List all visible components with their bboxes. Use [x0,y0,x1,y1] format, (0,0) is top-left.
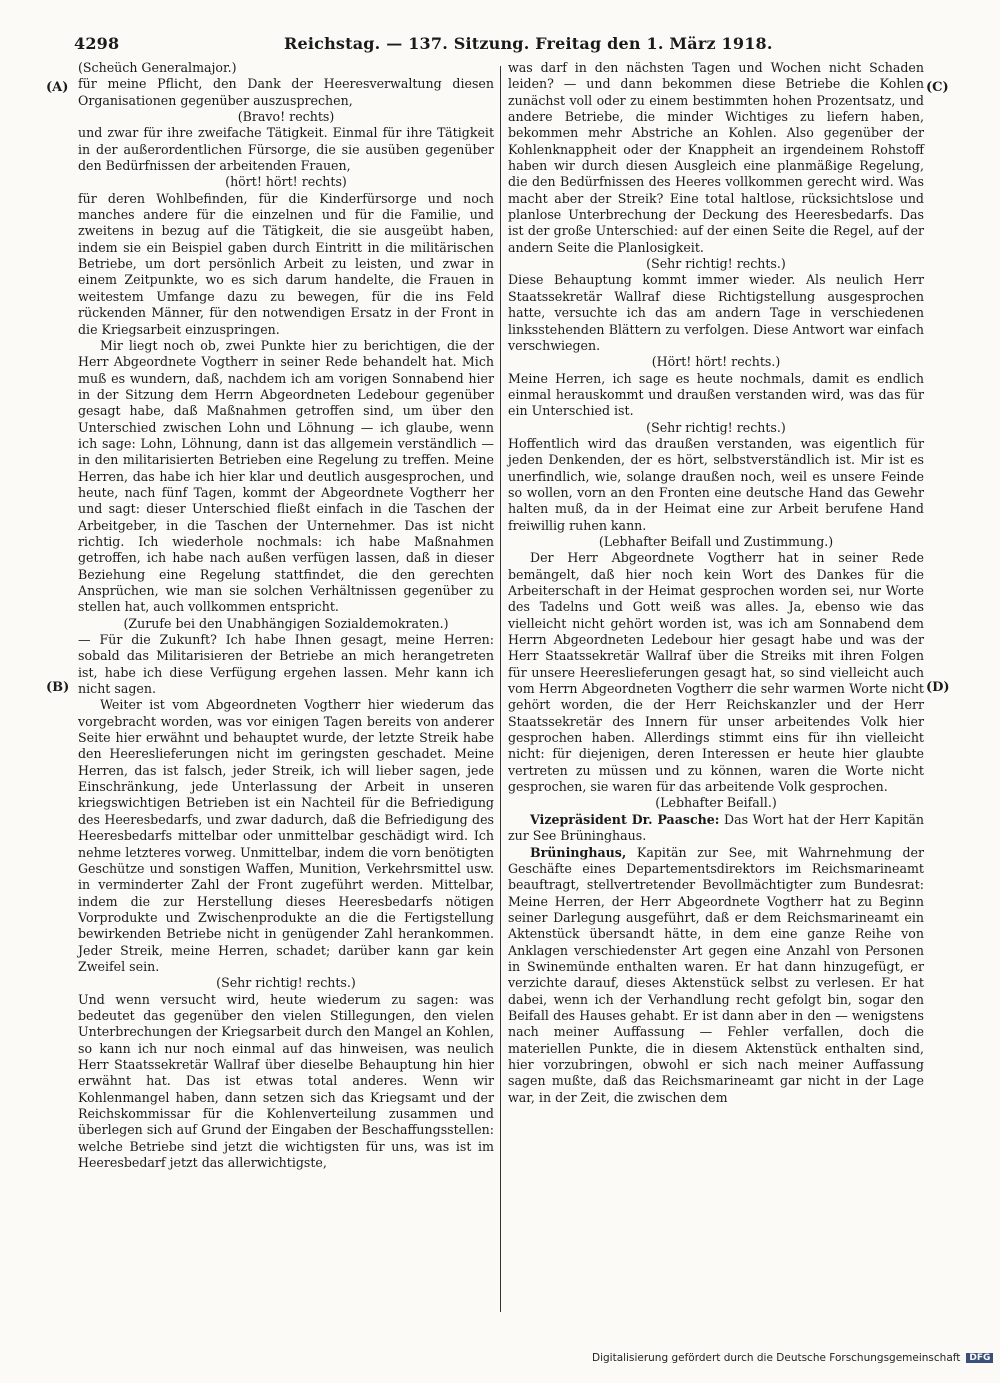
paragraph: Und wenn versucht wird, heute wiederum zu sagen: was bedeutet das gegenüber den vielen Stillegungen, den vielen Unterbrechungen der Kriegsarbeit durch den Mangel an Kohlen, so kann ich nur noch einmal auf das hinweisen, was neulich Herr Staatssekretär Wallraf über dieselbe Behauptung hin hier erwähnt hat. Das ist etwas total anderes. Wenn wir Kohlenmangel haben, dann setzen sich das Kriegsamt und der Reichskommissar für die Kohlenverteilung zusammen und überlegen sich auf Grund der Eingaben der Beschaffungsstellen: welche Betriebe sind jetzt die wichtigsten für uns, was ist im Heeresbedarf jetzt das allerwichtigste, [78,991,494,1171]
page-number: 4298 [74,34,120,53]
margin-marker-d: (D) [926,680,950,695]
running-title: Reichstag. — 137. Sitzung. Freitag den 1. März 1918. [284,34,773,53]
margin-marker-b: (B) [46,680,70,695]
paragraph: für deren Wohlbefinden, für die Kinderfürsorge und noch manches andere für die einzelnen und für die Familie, und zweitens in bezug auf die Tätigkeit, die sie ausgeübt haben, indem sie ein Beispiel gaben durch Eintritt in die militärischen Betriebe, um dort persönlich Arbeit zu leisten, und zwar in einem Zeitpunkte, wo es sich darum handelte, die Frauen in weitestem Umfange dazu zu bewegen, für die ins Feld rückenden Männer, für den notwendigen Ersatz in der Front in die Kriegsarbeit einzuspringen. [78,190,494,337]
interjection: (Sehr richtig! rechts.) [216,975,356,991]
speaker-paragraph [508,845,924,1107]
paragraph: Der Herr Abgeordnete Vogtherr hat in seiner Rede bemängelt, daß hier noch kein Wort des Dankes für die Arbeiterschaft in der Heimat gesprochen worden sei, nur Worte des Tadelns und Gott weiß was alles. Ja, ebenso wie das vielleicht nicht gehört worden ist, was ich am Sonnabend dem Herrn Abgeordneten Ledebour hier gesagt habe und was der Herr Staatssekretär Wallraf über die Streiks mit ihren Folgen für unsere Heereslieferungen gesagt hat, so sind vielleicht auch vom Herrn Abgeordneten Vogtherr die sehr warmen Worte nicht gehört worden, die der Herr Reichskanzler und der Herr Staatssekretär des Innern für unser arbeitendes Volk hier gesprochen haben. Allerdings stimmt eins für ihn vielleicht nicht: für diejenigen, deren Interessen er heute hier glaubte vertreten zu müssen und zu können, waren die Worte nicht gesprochen, sie waren für das arbeitende Volk gesprochen. [508,550,924,795]
interjection: (Bravo! rechts) [237,109,335,125]
column-divider [500,66,501,1312]
speaker-line: (Scheüch Generalmajor.) [78,60,237,75]
interjection: (hört! hört! rechts) [225,174,347,190]
paragraph: Weiter ist vom Abgeordneten Vogtherr hier wiederum das vorgebracht worden, was vor einigen Tagen bereits von anderer Seite hier erwähnt und behauptet wurde, der letzte Streik habe den Heereslieferungen nicht im geringsten geschadet. Meine Herren, das ist falsch, jeder Streik, ich will lieber sagen, jede Einschränkung, jede Unterlassung der Arbeit in unseren kriegswichtigen Betrieben ist ein Nachteil für die Befriedigung des Heeresbedarfs, und zwar dadurch, daß die Befriedigung des Heeresbedarfs mittelbar oder unmittelbar geschädigt wird. Ich nehme letzteres vorweg. Unmittelbar, indem die vorn benötigten Geschütze und sonstigen Waffen, Munition, Verkehrsmittel usw. in verminderter Zahl der Front zugeführt werden. Mittelbar, indem die zur Herstellung dieses Heeresbedarfs nötigen Vorprodukte und Zwischenprodukte an die die Fertigstellung bewirkenden Betriebe nicht in genügender Zahl herankommen. Jeder Streik, meine Herren, schadet; darüber kann gar kein Zweifel sein. [78,697,494,974]
interjection: (Hört! hört! rechts.) [651,354,781,370]
left-column [78,60,494,1171]
dfg-logo: DFG [966,1353,993,1363]
paragraph: Diese Behauptung kommt immer wieder. Als neulich Herr Staatssekretär Wallraf diese Richtigstellung ausgesprochen hatte, versuchte ich das am andern Tage in verschiedenen linksstehenden Blättern zu verfolgen. Diese Antwort war einfach verschwiegen. [508,272,924,353]
interjection: (Lebhafter Beifall und Zustimmung.) [598,533,834,549]
paragraph: was darf in den nächsten Tagen und Wochen nicht Schaden leiden? — und dann bekommen diese Betriebe die Kohlen zunächst voll oder zu einem bestimmten hohen Prozentsatz, und andere Betriebe, die minder Wichtiges zu liefern haben, bekommen mehr Abstriche an Kohlen. Also gegenüber der Kohlenknappheit oder der Knappheit an irgendeinem Rohstoff haben wir durch diesen Ausgleich eine planmäßige Regelung, die den Bedürfnissen des Heeres vollkommen gerecht wird. Was macht aber der Streik? Eine total haltlose, rücksichtslose und planlose Unterbrechung der Deckung des Heeresbedarfs. Das ist der große Unterschied: auf der einen Seite die Regel, auf der andern Seite die Planlosigkeit. [508,60,924,255]
speaker-name: Brüninghaus, [530,844,627,860]
speaker-name: Vizepräsident Dr. Paasche: [530,811,720,827]
margin-marker-c: (C) [926,80,949,95]
margin-marker-a: (A) [46,80,69,95]
speaker-paragraph [508,812,924,845]
interjection: (Sehr richtig! rechts.) [646,419,786,435]
paragraph: Meine Herren, ich sage es heute nochmals, damit es endlich einmal herauskommt und draußen verstanden wird, was das für ein Unterschied ist. [508,370,924,419]
speaker-text: Das Wort hat der Herr Kapitän zur See Brüninghaus. [508,811,924,844]
page-header [74,34,932,58]
footer-credit [592,1352,993,1364]
interjection: (Lebhafter Beifall.) [655,795,777,811]
paragraph: — Für die Zukunft? Ich habe Ihnen gesagt, meine Herren: sobald das Militarisieren der Betriebe an mich herangetreten ist, habe ich diese Verfügung ergehen lassen. Mehr kann ich nicht sagen. [78,632,494,697]
paragraph: für meine Pflicht, den Dank der Heeresverwaltung diesen Organisationen gegenüber auszusprechen, [78,76,494,108]
interjection: (Sehr richtig! rechts.) [646,256,786,272]
footer-text: Digitalisierung gefördert durch die Deutsche Forschungsgemeinschaft [592,1352,961,1364]
speaker-text: Kapitän zur See, mit Wahrnehmung der Geschäfte eines Departementsdirektors im Reichsmarineamt beauftragt, stellvertretender Bevollmächtigter zum Bundesrat: Meine Herren, der Herr Abgeordnete Vogtherr hat zu Beginn seiner Darlegung ausgeführt, daß er dem Reichsmarineamt ein Aktenstück übersandt hätte, in dem eine ganze Reihe von Anklagen verschiedenster Art gegen eine Anzahl von Personen in Swinemünde enthalten waren. Er hat dann hinzugefügt, er verzichte darauf, dieses Aktenstück selbst zu verlesen. Er hat dabei, wenn ich der Verhandlung recht gefolgt bin, sogar den Beifall des Hauses gehabt. Er ist dann aber in den — wenigstens nach meiner Auffassung — Fehler verfallen, doch die materiellen Punkte, die in diesem Aktenstück enthalten sind, hier vorzubringen, obwohl er sich nach meiner Auffassung sagen mußte, daß das Reichsmarineamt gar nicht in der Lage war, in der Zeit, die zwischen dem [508,844,924,1105]
paragraph: und zwar für ihre zweifache Tätigkeit. Einmal für ihre Tätigkeit in der außerordentlichen Fürsorge, die sie ausüben gegenüber den Bedürfnissen der arbeitenden Frauen, [78,125,494,174]
interjection: (Zurufe bei den Unabhängigen Sozialdemokraten.) [123,615,449,631]
paragraph: Mir liegt noch ob, zwei Punkte hier zu berichtigen, die der Herr Abgeordnete Vogtherr in seiner Rede behandelt hat. Mich muß es wundern, daß, nachdem ich am vorigen Sonnabend hier in der Sitzung dem Herrn Abgeordneten Ledebour gegenüber gesagt habe, daß Maßnahmen getroffen sind, um über den Unterschied zwischen Lohn und Löhnung — ich glaube, wenn ich sage: Lohn, Löhnung, dann ist das allgemein verständlich — in den militarisierten Betrieben eine Regelung zu treffen. Meine Herren, das habe ich hier klar und deutlich ausgesprochen, und heute, nach fünf Tagen, kommt der Abgeordnete Vogtherr her und sagt: dieser Unterschied fließt einfach in die Taschen der Arbeitgeber, in die Taschen der Unternehmer. Das ist nicht richtig. Ich wiederhole nochmals: ich habe Maßnahmen getroffen, ich habe nach außen verfügen lassen, daß in dieser Beziehung eine Regelung stattfindet, die den gerechten Ansprüchen, wie man sie solchen Verhältnissen gegenüber zu stellen hat, auch vollkommen entspricht. [78,337,494,615]
right-column [508,60,924,1106]
paragraph: Hoffentlich wird das draußen verstanden, was eigentlich für jeden Denkenden, der es hört, selbstverständlich ist. Mir ist es unerfindlich, wie, solange draußen noch, weil es unsere Feinde so wollen, vorn an den Fronten eine deutsche Hand das Gewehr halten muß, da in der Heimat eine zur Arbeit berufene Hand freiwillig ruhen kann. [508,435,924,533]
